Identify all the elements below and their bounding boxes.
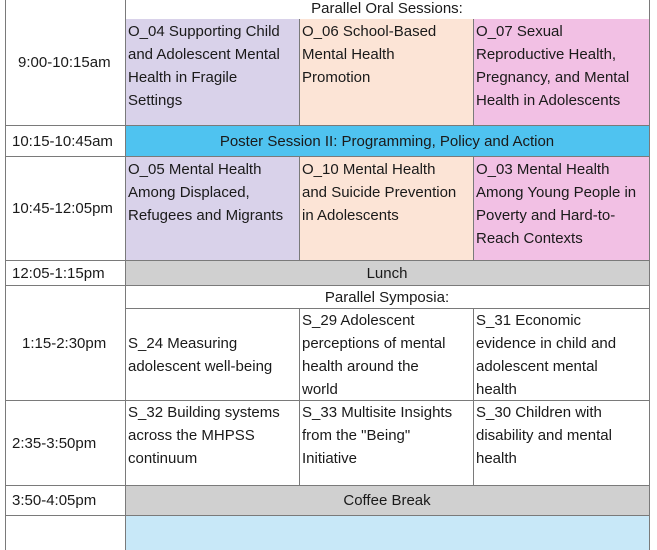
time-cell: 9:00-10:15am bbox=[18, 54, 111, 71]
symposia-header: Parallel Symposia: bbox=[324, 288, 450, 306]
time-cell: 2:35-3:50pm bbox=[12, 434, 97, 452]
poster-session-label: Poster Session II: Programming, Policy and Action bbox=[219, 132, 555, 150]
session-s24: S_24 Measuring adolescent well-being bbox=[128, 334, 273, 375]
time-cell: 10:15-10:45am bbox=[12, 132, 113, 150]
next-session-cell bbox=[125, 516, 649, 550]
session-o03: O_03 Mental Health Among Young People in Poverty and Hard-to- Reach Contexts bbox=[476, 161, 637, 247]
coffee-break-label: Coffee Break bbox=[343, 492, 431, 509]
oral-sessions-header: Parallel Oral Sessions: bbox=[311, 0, 463, 17]
time-cell: 10:45-12:05pm bbox=[12, 200, 113, 217]
session-s32: S_32 Building systems across the MHPSS continuum bbox=[128, 404, 280, 467]
session-s29: S_29 Adolescent perceptions of mental health around the world bbox=[302, 312, 446, 398]
time-cell: 12:05-1:15pm bbox=[12, 264, 105, 282]
session-s31: S_31 Economic evidence in child and adolescent mental health bbox=[476, 312, 617, 398]
grid-line bbox=[649, 0, 650, 550]
session-s30: S_30 Children with disability and mental health bbox=[476, 404, 612, 467]
lunch-label: Lunch bbox=[366, 264, 408, 282]
session-o04: O_04 Supporting Child and Adolescent Mental Health in Fragile Settings bbox=[128, 23, 280, 109]
session-s33: S_33 Multisite Insights from the "Being" Initiative bbox=[302, 404, 453, 467]
session-o07: O_07 Sexual Reproductive Health, Pregnancy, and Mental Health in Adolescents bbox=[476, 23, 630, 109]
session-o05: O_05 Mental Health Among Displaced, Refugees and Migrants bbox=[128, 161, 284, 224]
time-cell: 3:50-4:05pm bbox=[12, 492, 97, 509]
session-o10: O_10 Mental Health and Suicide Prevention in Adolescents bbox=[302, 161, 457, 224]
time-cell: 1:15-2:30pm bbox=[22, 334, 107, 352]
session-o06: O_06 School-Based Mental Health Promotion bbox=[302, 23, 437, 86]
